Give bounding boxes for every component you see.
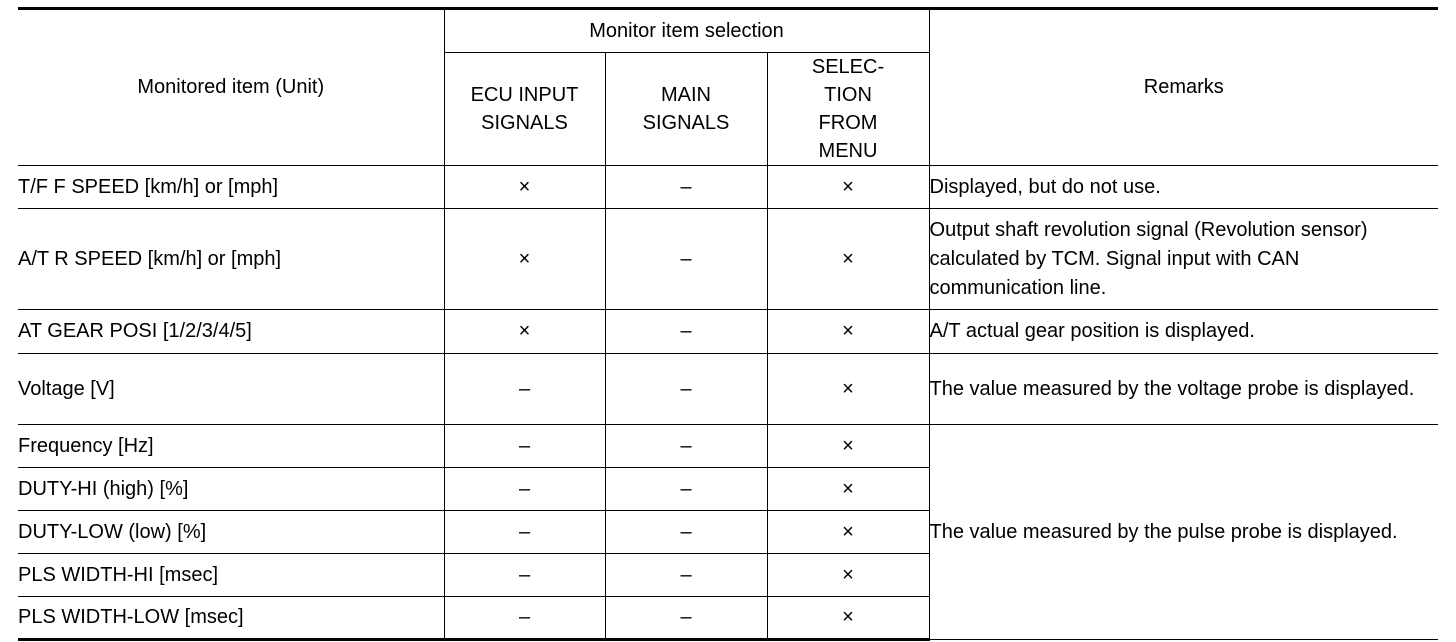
- remark-cell: A/T actual gear position is displayed.: [929, 310, 1438, 354]
- main-signals-mark: –: [605, 511, 767, 554]
- ecu-input-mark: –: [444, 468, 605, 511]
- item-cell: DUTY-LOW (low) [%]: [18, 511, 444, 554]
- main-signals-mark: –: [605, 310, 767, 354]
- ecu-input-mark: –: [444, 354, 605, 425]
- table-row: [18, 425, 1438, 468]
- header-main-signals: [605, 53, 767, 166]
- ecu-input-mark: –: [444, 511, 605, 554]
- table-row: [18, 209, 1438, 310]
- ecu-input-mark: –: [444, 597, 605, 640]
- main-signals-mark: –: [605, 354, 767, 425]
- ecu-input-mark: –: [444, 425, 605, 468]
- header-monitor-item-selection: Monitor item selection: [444, 9, 929, 53]
- selection-menu-mark: ×: [767, 554, 929, 597]
- item-cell: AT GEAR POSI [1/2/3/4/5]: [18, 310, 444, 354]
- selection-menu-mark: ×: [767, 209, 929, 310]
- main-signals-mark: –: [605, 209, 767, 310]
- ecu-input-mark: ×: [444, 209, 605, 310]
- item-cell: DUTY-HI (high) [%]: [18, 468, 444, 511]
- selection-menu-mark: ×: [767, 597, 929, 640]
- main-signals-mark: –: [605, 166, 767, 209]
- header-ecu-input-signals: [444, 53, 605, 166]
- item-cell: PLS WIDTH-HI [msec]: [18, 554, 444, 597]
- table-row: [18, 166, 1438, 209]
- table-row: [18, 354, 1438, 425]
- remark-text: Output shaft revolution signal (Revolution sensor) calculated by TCM. Signal input with CAN communication line.: [929, 218, 1368, 299]
- selection-menu-mark: ×: [767, 468, 929, 511]
- item-cell: PLS WIDTH-LOW [msec]: [18, 597, 444, 640]
- header-monitored-item: Monitored item (Unit): [18, 9, 444, 166]
- item-cell: Voltage [V]: [18, 354, 444, 425]
- selection-menu-mark: ×: [767, 310, 929, 354]
- remark-cell: [929, 209, 1438, 310]
- monitor-item-table-container: [18, 7, 1438, 641]
- header-selection-from-menu: [767, 53, 929, 166]
- main-signals-mark: –: [605, 554, 767, 597]
- item-cell: Frequency [Hz]: [18, 425, 444, 468]
- item-cell: T/F F SPEED [km/h] or [mph]: [18, 166, 444, 209]
- main-signals-mark: –: [605, 597, 767, 640]
- selection-menu-mark: ×: [767, 166, 929, 209]
- header-selection-from-menu-label: SELEC- TION FROM MENU: [811, 56, 885, 162]
- remark-cell: Displayed, but do not use.: [929, 166, 1438, 209]
- table-row: [18, 310, 1438, 354]
- header-ecu-input-signals-label: ECU INPUT SIGNALS: [470, 84, 579, 134]
- item-cell: A/T R SPEED [km/h] or [mph]: [18, 209, 444, 310]
- main-signals-mark: –: [605, 425, 767, 468]
- ecu-input-mark: ×: [444, 310, 605, 354]
- ecu-input-mark: –: [444, 554, 605, 597]
- header-main-signals-label: MAIN SIGNALS: [642, 84, 730, 134]
- remark-cell: The value measured by the voltage probe is displayed.: [929, 354, 1438, 425]
- selection-menu-mark: ×: [767, 511, 929, 554]
- header-remarks: Remarks: [929, 9, 1438, 166]
- ecu-input-mark: ×: [444, 166, 605, 209]
- main-signals-mark: –: [605, 468, 767, 511]
- monitor-item-table: [18, 7, 1438, 641]
- selection-menu-mark: ×: [767, 425, 929, 468]
- selection-menu-mark: ×: [767, 354, 929, 425]
- pulse-probe-remark: The value measured by the pulse probe is displayed.: [929, 425, 1438, 640]
